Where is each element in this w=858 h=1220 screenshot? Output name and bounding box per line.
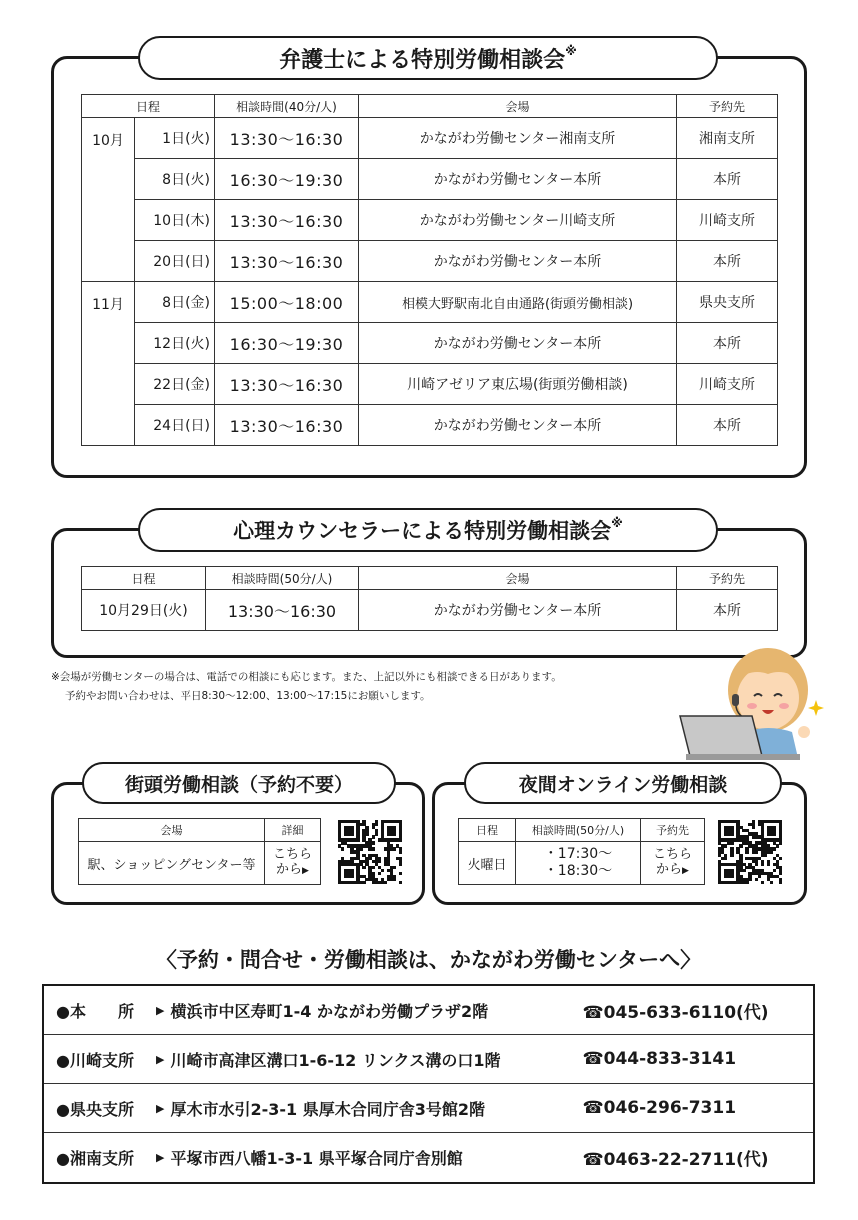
day-cell: 24日(日) — [135, 405, 215, 446]
lawyer-header-time: 相談時間(40分/人) — [215, 95, 359, 118]
laptop-screen — [680, 716, 762, 756]
counselor-header-booking: 予約先 — [677, 567, 778, 590]
qr-module — [779, 857, 782, 860]
day-cell: 20日(日) — [135, 241, 215, 282]
time-cell: 13:30〜16:30 — [215, 241, 359, 282]
online-header-time: 相談時間(50分/人) — [516, 819, 641, 842]
lawyer-table — [81, 94, 778, 446]
booking-cell: 本所 — [677, 405, 778, 446]
booking-cell: 本所 — [677, 323, 778, 364]
qr-module — [764, 854, 767, 857]
qr-module — [773, 847, 776, 850]
venue-cell: かながわ労働センター湘南支所 — [359, 118, 677, 159]
qr-module — [384, 881, 387, 884]
qr-module — [362, 881, 365, 884]
venue-cell: かながわ労働センター本所 — [359, 159, 677, 200]
qr-module — [773, 869, 776, 872]
laptop-base — [686, 754, 800, 760]
booking-cell: 湘南支所 — [677, 118, 778, 159]
counselor-title: 心理カウンセラーによる特別労働相談会 — [233, 519, 612, 543]
note-line-1: ※会場が労働センターの場合は、電話での相談にも応じます。また、上記以外にも相談できる日があります。 — [51, 671, 562, 683]
qr-module — [770, 850, 773, 853]
qr-module — [758, 875, 761, 878]
office-phone[interactable]: ☎044-833-3141 — [582, 1049, 737, 1069]
qr-module — [359, 847, 362, 850]
lawyer-title-mark: ※ — [565, 44, 577, 58]
online-header-date: 日程 — [459, 819, 516, 842]
online-day-cell: 火曜日 — [459, 842, 516, 885]
street-title-pill — [82, 762, 396, 804]
qr-module — [393, 866, 396, 869]
time-cell: 13:30〜16:30 — [215, 200, 359, 241]
street-more-link[interactable] — [265, 842, 321, 885]
qr-module — [730, 841, 733, 844]
arrow-right-icon: ▶ — [682, 866, 689, 876]
office-name: ●本 所 — [56, 1001, 134, 1021]
office-address: 厚木市水引2-3-1 県厚木合同庁舎3号館2階 — [170, 1099, 485, 1119]
day-cell: 8日(金) — [135, 282, 215, 323]
venue-cell: かながわ労働センター本所 — [359, 590, 677, 631]
counselor-title-mark: ※ — [611, 516, 623, 530]
contact-heading: 〈予約・問合せ・労働相談は、かながわ労働センターへ〉 — [155, 948, 702, 972]
office-name: ●川崎支所 — [56, 1050, 134, 1070]
qr-module — [770, 881, 773, 884]
arrow-right-icon: ▶ — [302, 866, 309, 876]
booking-cell: 県央支所 — [677, 282, 778, 323]
venue-cell: かながわ労働センター川崎支所 — [359, 200, 677, 241]
qr-module — [779, 872, 782, 875]
venue-cell: かながわ労働センター本所 — [359, 405, 677, 446]
qr-module — [372, 847, 375, 850]
office-name: ●湘南支所 — [56, 1149, 134, 1168]
time-cell: 16:30〜19:30 — [215, 323, 359, 364]
qr-module — [372, 835, 375, 838]
office-phone[interactable]: ☎0463-22-2711(代) — [582, 1150, 769, 1170]
qr-module — [761, 863, 764, 866]
street-title: 街頭労働相談（予約不要） — [124, 773, 353, 796]
qr-module — [399, 850, 402, 853]
month-cell: 11月 — [82, 282, 135, 446]
qr-module — [773, 832, 776, 835]
table-row — [82, 159, 778, 200]
day-cell: 10日(木) — [135, 200, 215, 241]
qr-module — [362, 866, 365, 869]
booking-cell: 川崎支所 — [677, 200, 778, 241]
street-qr-code[interactable] — [338, 820, 402, 884]
time-cell: 13:30〜16:30 — [215, 364, 359, 405]
office-address: 平塚市西八幡1-3-1 県平塚合同庁舎別館 — [170, 1149, 463, 1168]
table-row — [82, 590, 778, 631]
qr-module — [730, 875, 733, 878]
lawyer-header-date: 日程 — [82, 95, 215, 118]
qr-module — [779, 881, 782, 884]
venue-cell: 川崎アゼリア東広場(街頭労働相談) — [359, 364, 677, 405]
arrow-right-icon: ▶ — [156, 1003, 165, 1017]
qr-module — [375, 823, 378, 826]
day-cell: 12日(火) — [135, 323, 215, 364]
street-header-venue: 会場 — [79, 819, 265, 842]
qr-module — [730, 832, 733, 835]
qr-module — [399, 881, 402, 884]
table-row — [82, 200, 778, 241]
operator-illustration — [676, 640, 826, 764]
qr-module — [399, 872, 402, 875]
day-cell: 8日(火) — [135, 159, 215, 200]
venue-cell: かながわ労働センター本所 — [359, 323, 677, 364]
office-phone[interactable]: ☎045-633-6110(代) — [582, 1002, 769, 1023]
lawyer-title-pill — [138, 36, 718, 80]
hand-shape — [798, 726, 810, 738]
street-more-text — [273, 847, 312, 879]
time-cell: 13:30〜16:30 — [215, 405, 359, 446]
counselor-header-time: 相談時間(50分/人) — [206, 567, 359, 590]
table-row — [82, 364, 778, 405]
office-name: ●県央支所 — [56, 1099, 134, 1119]
lawyer-title: 弁護士による特別労働相談会 — [279, 47, 566, 73]
lawyer-header-booking: 予約先 — [677, 95, 778, 118]
day-cell: 1日(火) — [135, 118, 215, 159]
qr-module — [745, 881, 748, 884]
booking-cell: 川崎支所 — [677, 364, 778, 405]
qr-module — [755, 863, 758, 866]
street-table — [78, 818, 321, 885]
qr-module — [381, 869, 384, 872]
online-time-cell — [516, 842, 641, 885]
office-address: 川崎市高津区溝口1-6-12 リンクス溝の口1階 — [170, 1050, 501, 1070]
table-row — [82, 282, 778, 323]
qr-module — [748, 878, 751, 881]
table-row — [459, 842, 705, 885]
office-phone[interactable]: ☎046-296-7311 — [582, 1098, 737, 1118]
qr-module — [739, 844, 742, 847]
contact-row — [44, 1133, 813, 1182]
online-header-booking: 予約先 — [641, 819, 705, 842]
street-more-line1: こちら — [272, 847, 312, 862]
street-more-line2: から — [276, 862, 303, 877]
booking-cell: 本所 — [677, 590, 778, 631]
qr-module — [393, 832, 396, 835]
table-row — [82, 118, 778, 159]
right-cheek — [779, 703, 789, 709]
qr-module — [372, 866, 375, 869]
qr-module — [393, 878, 396, 881]
booking-cell: 本所 — [677, 241, 778, 282]
contact-table — [42, 984, 815, 1184]
note-line-2: 予約やお問い合わせは、平日8:30〜12:00、13:00〜17:15にお願いします。 — [65, 690, 431, 702]
table-row — [82, 323, 778, 364]
headset-ear — [732, 694, 739, 706]
notes — [51, 668, 691, 706]
online-table — [458, 818, 705, 885]
qr-module — [372, 841, 375, 844]
time-cell: 13:30〜16:30 — [215, 118, 359, 159]
online-time-1: ・17:30〜 — [543, 846, 613, 862]
online-more-line1: こちら — [652, 847, 692, 862]
arrow-right-icon: ▶ — [156, 1151, 165, 1164]
venue-cell: かながわ労働センター本所 — [359, 241, 677, 282]
arrow-right-icon: ▶ — [156, 1052, 165, 1066]
qr-module — [378, 860, 381, 863]
contact-row — [44, 986, 813, 1035]
online-qr-code[interactable] — [718, 820, 782, 884]
online-title: 夜間オンライン労働相談 — [518, 773, 728, 796]
arrow-right-icon: ▶ — [156, 1101, 165, 1115]
qr-module — [350, 875, 353, 878]
table-row — [82, 241, 778, 282]
counselor-title-pill — [138, 508, 718, 552]
qr-module — [378, 872, 381, 875]
qr-module — [341, 847, 344, 850]
time-cell: 13:30〜16:30 — [206, 590, 359, 631]
qr-module — [755, 878, 758, 881]
qr-module — [393, 847, 396, 850]
online-more-line2: から — [656, 862, 683, 877]
qr-module — [752, 826, 755, 829]
table-row — [82, 405, 778, 446]
qr-module — [742, 869, 745, 872]
qr-module — [745, 850, 748, 853]
qr-module — [724, 857, 727, 860]
date-cell: 10月29日(火) — [82, 590, 206, 631]
online-title-pill — [464, 762, 782, 804]
qr-module — [761, 881, 764, 884]
venue-cell: 相模大野駅南北自由通路(街頭労働相談) — [359, 282, 677, 323]
counselor-header-date: 日程 — [82, 567, 206, 590]
day-cell: 22日(金) — [135, 364, 215, 405]
month-cell: 10月 — [82, 118, 135, 282]
counselor-table — [81, 566, 778, 631]
qr-module — [730, 854, 733, 857]
qr-module — [776, 844, 779, 847]
counselor-header-venue: 会場 — [359, 567, 677, 590]
qr-module — [399, 863, 402, 866]
online-more-text — [653, 847, 692, 879]
time-cell: 16:30〜19:30 — [215, 159, 359, 200]
left-cheek — [747, 703, 757, 709]
time-cell: 15:00〜18:00 — [215, 282, 359, 323]
contact-row — [44, 1084, 813, 1133]
qr-module — [399, 838, 402, 841]
sparkle-icon — [808, 700, 824, 716]
street-header-detail: 詳細 — [265, 819, 321, 842]
office-address: 横浜市中区寿町1-4 かながわ労働プラザ2階 — [170, 1001, 489, 1021]
street-venue-cell: 駅、ショッピングセンター等 — [79, 842, 265, 885]
online-time-2: ・18:30〜 — [543, 863, 613, 879]
qr-module — [356, 838, 359, 841]
qr-module — [375, 832, 378, 835]
contact-row — [44, 1035, 813, 1084]
online-more-link[interactable] — [641, 842, 705, 885]
qr-module — [767, 863, 770, 866]
table-row — [79, 842, 321, 885]
qr-module — [365, 832, 368, 835]
qr-module — [350, 832, 353, 835]
lawyer-header-venue: 会場 — [359, 95, 677, 118]
qr-module — [724, 844, 727, 847]
booking-cell: 本所 — [677, 159, 778, 200]
qr-module — [779, 841, 782, 844]
qr-module — [755, 850, 758, 853]
